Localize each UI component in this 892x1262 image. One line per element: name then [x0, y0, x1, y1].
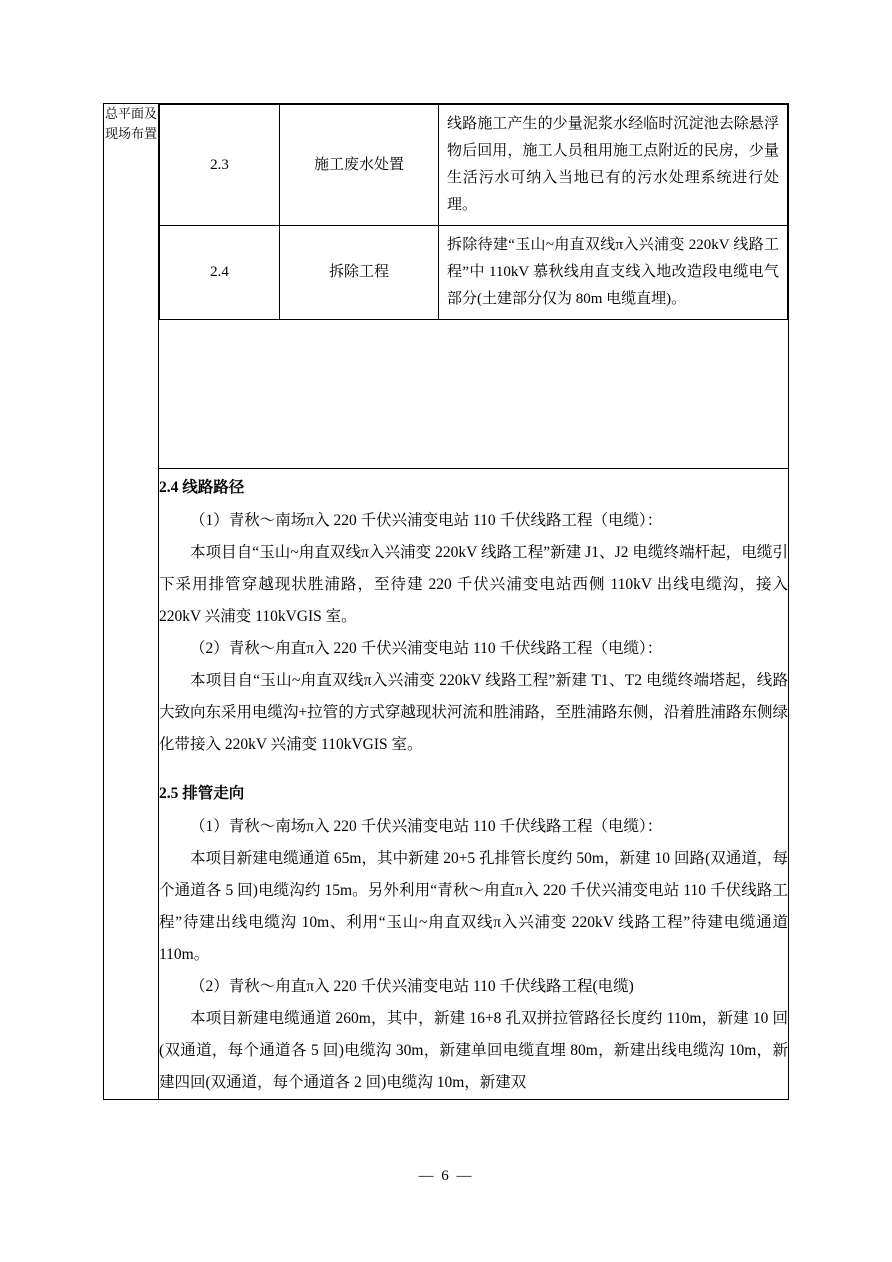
main-content-table [103, 103, 789, 1100]
section-heading-duct: 2.5 排管走向 [159, 785, 245, 802]
page-footer [0, 1168, 892, 1185]
section-heading-route: 2.4 线路路径 [159, 479, 245, 496]
row-label-text: 总平面及现场布置 [104, 106, 157, 141]
table-row [160, 105, 788, 226]
blank-spacer-area [159, 320, 788, 468]
section-paragraph: （2）青秋～甪直π入 220 千伏兴浦变电站 110 千伏线路工程(电缆) [190, 978, 634, 995]
table-row-items [104, 104, 789, 469]
page-number: — 6 — [418, 1168, 474, 1184]
section-paragraph: 本项目自“玉山~甪直双线π入兴浦变 220kV 线路工程”新建 T1、T2 电缆终端塔起，线路大致向东采用电缆沟+拉管的方式穿越现状河流和胜浦路，至胜浦路东侧，沿着胜浦路东侧绿化带接入 220kV 兴浦变 110kVGIS 室。 [159, 672, 788, 753]
sections-cell [159, 469, 789, 1100]
section-spacer [159, 761, 788, 775]
item-no: 2.4 [160, 226, 280, 320]
item-desc: 拆除待建“玉山~甪直双线π入兴浦变 220kV 线路工程”中 110kV 慕秋线甪直支线入地改造段电缆电气部分(土建部分仅为 80m 电缆直埋)。 [439, 226, 788, 320]
item-desc: 线路施工产生的少量泥浆水经临时沉淀池去除悬浮物后回用，施工人员租用施工点附近的民房，少量生活污水可纳入当地已有的污水处理系统进行处理。 [439, 105, 788, 226]
section-paragraph: （2）青秋～甪直π入 220 千伏兴浦变电站 110 千伏线路工程（电缆）： [190, 640, 663, 657]
section-paragraph: 本项目新建电缆通道 260m，其中，新建 16+8 孔双拼拉管路径长度约 110m，新建 10 回(双通道，每个通道各 5 回)电缆沟 30m，新建单回电缆直埋 80m，新建出线电缆沟 10m，新建四回(双通道，每个通道各 2 回)电缆沟 10m，新建双 [159, 1010, 788, 1091]
table-row [160, 226, 788, 320]
items-cell [159, 104, 789, 469]
section-paragraph: 本项目自“玉山~甪直双线π入兴浦变 220kV 线路工程”新建 J1、J2 电缆终端杆起，电缆引下采用排管穿越现状胜浦路，至待建 220 千伏兴浦变电站西侧 110kV 出线电缆沟，接入 220kV 兴浦变 110kVGIS 室。 [159, 544, 788, 625]
items-table [159, 104, 788, 320]
section-paragraph: （1）青秋～南场π入 220 千伏兴浦变电站 110 千伏线路工程（电缆）： [190, 818, 663, 835]
table-row-sections [104, 469, 789, 1100]
section-paragraph: 本项目新建电缆通道 65m，其中新建 20+5 孔排管长度约 50m，新建 10 回路(双通道，每个通道各 5 回)电缆沟约 15m。另外利用“青秋～甪直π入 220 千伏兴浦变电站 110 千伏线路工程”待建出线电缆沟 10m、利用“玉山~甪直双线π入兴浦变 220kV 线路工程”待建电缆通道 110m。 [159, 850, 788, 963]
item-no: 2.3 [160, 105, 280, 226]
item-name: 拆除工程 [280, 226, 439, 320]
row-label-cell [104, 104, 159, 1100]
item-name: 施工废水处置 [280, 105, 439, 226]
section-paragraph: （1）青秋～南场π入 220 千伏兴浦变电站 110 千伏线路工程（电缆）： [190, 512, 663, 529]
